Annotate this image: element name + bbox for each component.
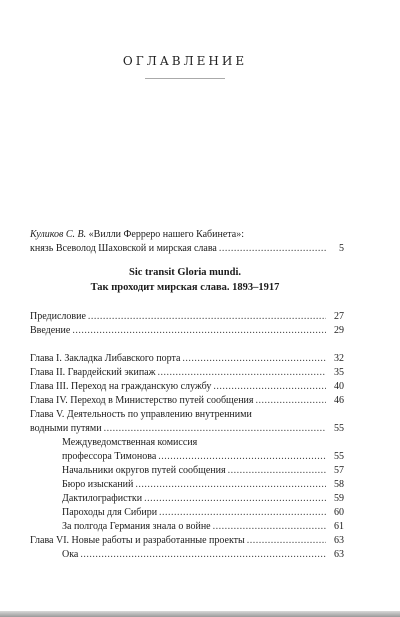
entry-title: Ока [62,549,79,560]
page-number: 27 [334,311,344,322]
page-number: 61 [334,521,344,532]
leader-dots [104,422,326,436]
toc-entry-introduction [30,324,344,338]
leader-dots [256,394,327,408]
toc-subentry-commission-line1: Междуведомственная комиссия [62,437,198,448]
toc-entry-chapter-3 [30,380,344,394]
page-number: 35 [334,367,344,378]
entry-title: водными путями [30,423,102,434]
section-heading-line2: Так проходит мирская слава. 1893–1917 [90,282,280,293]
toc-entry-chapter-1 [30,352,344,366]
entry-title: профессора Тимонова [62,451,157,462]
toc-entry-chapter-4 [30,394,344,408]
section-heading-line1: Sic transit Gloria mundi. [128,267,241,278]
leader-dots [135,478,326,492]
leader-dots [182,352,326,366]
intro-title-line2: князь Всеволод Шаховской и мирская слава [30,243,217,254]
toc-subentry-5-2 [62,478,344,492]
entry-title: Глава III. Переход на гражданскую службу [30,381,212,392]
page-number: 5 [339,243,344,254]
page-number: 57 [334,465,344,476]
toc-subentry-5-1 [62,464,344,478]
entry-title: Пароходы для Сибири [62,507,158,518]
page-number: 59 [334,493,344,504]
toc-entry-chapter-5 [30,422,344,436]
page-number: 63 [334,549,344,560]
leader-dots [88,310,326,324]
page-number: 63 [334,535,344,546]
toc-subentry-6-1 [62,548,344,562]
leader-dots [213,380,326,394]
toc-entry-chapter-6 [30,534,344,548]
page-edge-shadow [0,611,400,617]
toc-entry-preface [30,310,344,324]
page-number: 29 [334,325,344,336]
page-number: 40 [334,381,344,392]
leader-dots [219,242,326,256]
intro-title-line1: «Вилли Ферреро нашего Кабинета»: [88,229,244,240]
toc-entry-chapter-5-line1: Глава V. Деятельность по управлению внутренними [30,409,252,420]
title-underline [145,78,225,79]
leader-dots [144,492,326,506]
toc-subentry-commission [62,450,344,464]
entry-title: Введение [30,325,71,336]
toc-entry-chapter-2 [30,366,344,380]
entry-title: Начальники округов путей сообщения [62,465,226,476]
leader-dots [213,520,326,534]
toc-entry-intro-line1 [30,228,344,242]
page-number: 58 [334,479,344,490]
entry-title: Глава IV. Переход в Министерство путей сообщения [30,395,254,406]
entry-title: Глава I. Закладка Либавского порта [30,353,181,364]
leader-dots [158,366,326,380]
toc-subentry-5-3 [62,492,344,506]
leader-dots [80,548,326,562]
toc-subentry-5-5 [62,520,344,534]
toc-subentry-5-4 [62,506,344,520]
leader-dots [72,324,326,338]
leader-dots [159,506,326,520]
intro-author: Куликов С. В. [30,229,87,240]
toc-entry-intro [30,242,344,256]
page-number: 46 [334,395,344,406]
page-title: ОГЛАВЛЕНИЕ [122,54,248,68]
page-number: 55 [334,451,344,462]
entry-title: Предисловие [30,311,86,322]
entry-title: За полгода Германия знала о войне [62,521,211,532]
leader-dots [228,464,326,478]
entry-title: Бюро изысканий [62,479,134,490]
entry-title: Глава II. Гвардейский экипаж [30,367,156,378]
page-number: 55 [334,423,344,434]
page-number: 60 [334,507,344,518]
leader-dots [247,534,326,548]
entry-title: Дактилографистки [62,493,143,504]
leader-dots [158,450,326,464]
page-number: 32 [334,353,344,364]
entry-title: Глава VI. Новые работы и разработанные проекты [30,535,245,546]
